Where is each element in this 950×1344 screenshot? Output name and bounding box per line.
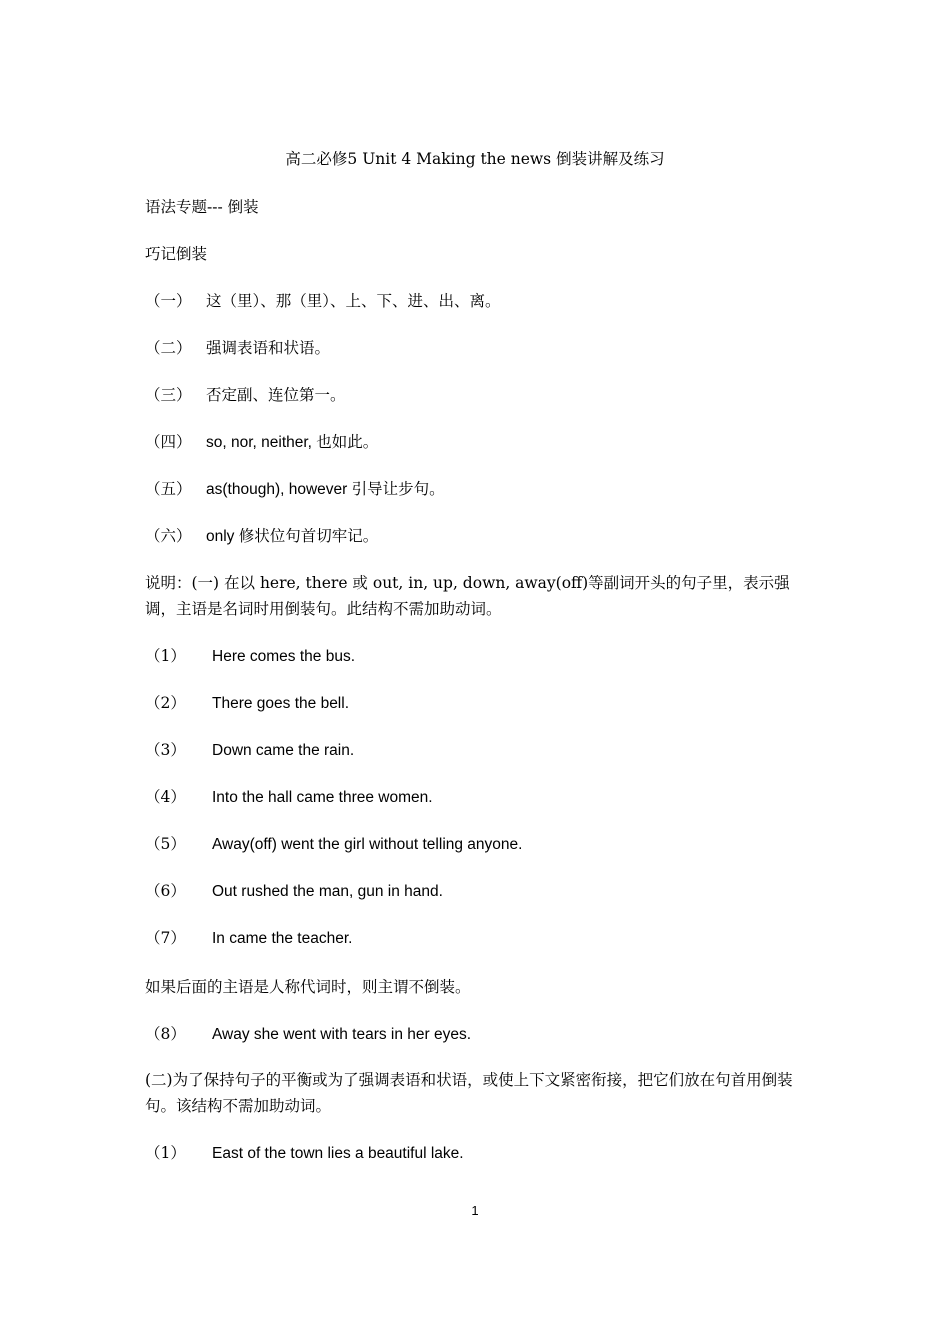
section-heading: 语法专题--- 倒装 [145,198,259,216]
example-item [145,1023,471,1046]
example-text: Into the hall came three women. [212,789,433,806]
example-marker: （1） [145,647,186,665]
example-marker: （4） [145,788,186,806]
subsection-heading: 巧记倒装 [145,245,208,263]
example-text: In came the teacher. [212,930,353,947]
note-paragraph: 如果后面的主语是人称代词时，则主谓不倒装。 [145,978,471,996]
rule-text: 强调表语和状语。 [206,339,331,357]
rule-marker: （五） [145,480,192,498]
example-item [145,880,443,903]
rule-text: as(though), however 引导让步句。 [206,481,445,498]
rule-item [145,384,346,406]
example-text: Away she went with tears in her eyes. [212,1026,472,1043]
example-item [145,739,354,762]
example-text: Away(off) went the girl without telling anyone. [212,836,523,853]
rule-text: 这（里）、那（里）、上、下、进、出、离。 [206,292,501,310]
rule-text: 否定副、连位第一。 [206,386,346,404]
rule-item [145,525,378,548]
example-marker: （6） [145,882,186,900]
example-item [145,927,352,950]
rule-marker: （一） [145,292,192,310]
example-text: Here comes the bus. [212,648,356,665]
example-text: Down came the rain. [212,742,355,759]
rule-marker: （六） [145,527,192,545]
example-item [145,833,522,856]
rule-marker: （二） [145,339,192,357]
rule-marker: （四） [145,433,192,451]
page-number: 1 [471,1203,479,1218]
explanation-paragraph: (二)为了保持句子的平衡或为了强调表语和状语，或使上下文紧密衔接，把它们放在句首用倒装句。该结构不需加助动词。 [145,1071,793,1115]
rule-item [145,290,501,312]
rule-item [145,478,445,501]
example-text: Out rushed the man, gun in hand. [212,883,443,900]
example-item [145,645,355,668]
example-item [145,692,349,715]
rule-item [145,337,330,359]
explanation-paragraph: 说明：(一) 在以 here, there 或 out, in, up, down, away(off)等副词开头的句子里，表示强调，主语是名词时用倒装句。此结构不需加助动词。 [145,574,790,618]
example-marker: （3） [145,741,186,759]
rule-item [145,431,378,454]
example-item [145,1142,464,1165]
example-text: There goes the bell. [212,695,350,712]
example-marker: （2） [145,694,186,712]
example-marker: （7） [145,929,186,947]
example-text: East of the town lies a beautiful lake. [212,1145,464,1162]
document-title: 高二必修5 Unit 4 Making the news 倒装讲解及练习 [285,150,665,168]
example-marker: （1） [145,1144,186,1162]
example-marker: （8） [145,1025,186,1043]
rule-text: only 修状位句首切牢记。 [206,528,379,545]
rule-text: so, nor, neither, 也如此。 [206,434,379,451]
example-item [145,786,433,809]
example-marker: （5） [145,835,186,853]
rule-marker: （三） [145,386,192,404]
